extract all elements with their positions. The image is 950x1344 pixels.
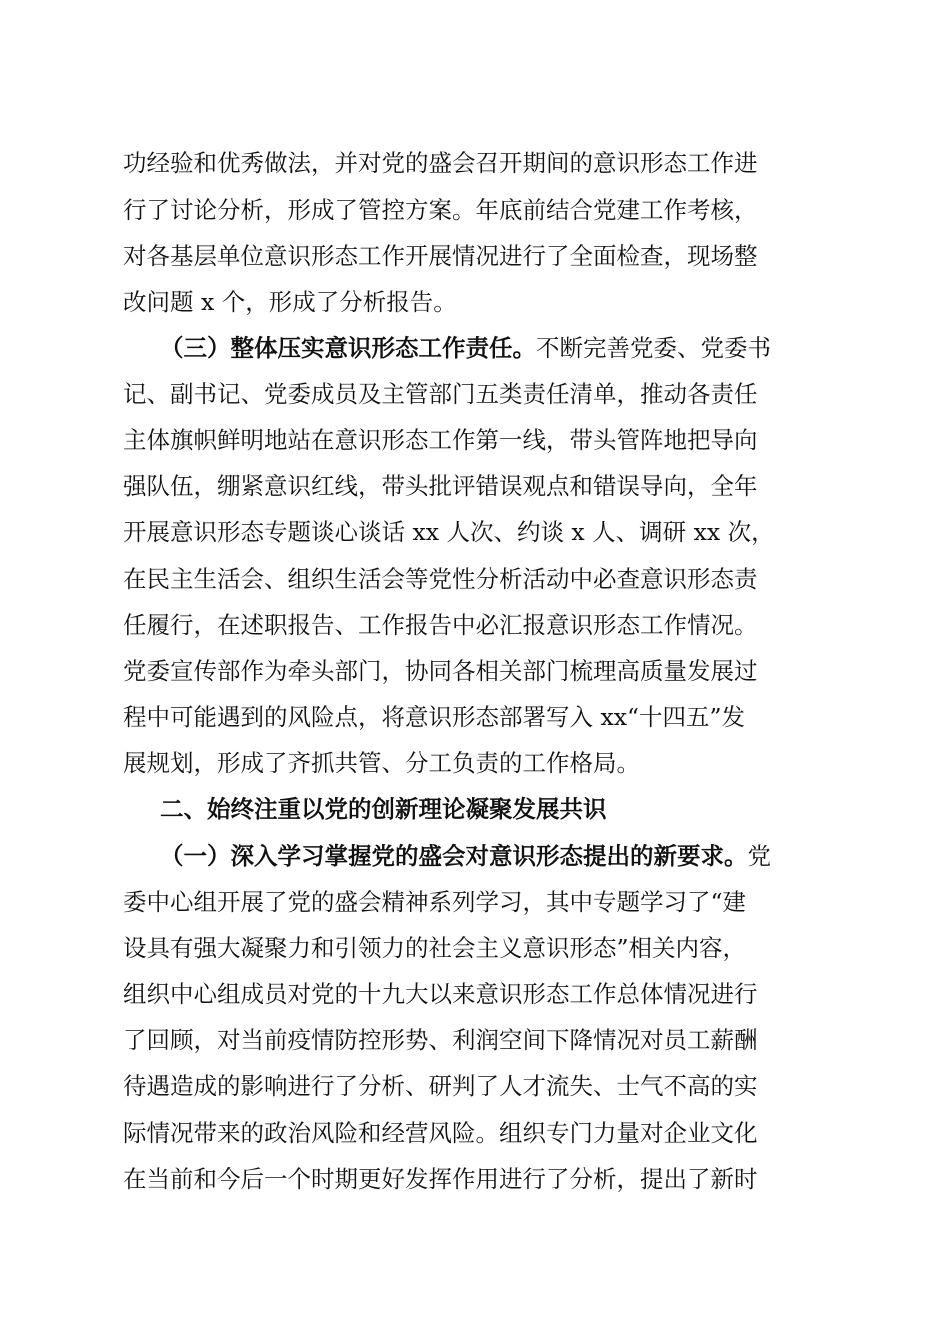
paragraph-line: 组织中心组成员对党的十九大以来意识形态工作总体情况进行 <box>123 980 758 1008</box>
paragraph-line: 对各基层单位意识形态工作开展情况进行了全面检查，现场整 <box>123 242 758 270</box>
paragraph-line: 际情况带来的政治风险和经营风险。组织专门力量对企业文化 <box>123 1119 758 1147</box>
paragraph-line: 待遇造成的影响进行了分析、研判了人才流失、士气不高的实 <box>123 1072 758 1100</box>
paragraph-line: 党委宣传部作为牵头部门，协同各相关部门梳理高质量发展过 <box>123 657 758 685</box>
subsection-line <box>160 328 860 368</box>
paragraph-line: 在民主生活会、组织生活会等党性分析活动中必查意识形态责 <box>123 565 758 593</box>
paragraph-line: 强队伍，绷紧意识红线，带头批评错误观点和错误导向，全年 <box>123 472 758 500</box>
paragraph-line: 记、副书记、党委成员及主管部门五类责任清单，推动各责任 <box>123 380 758 408</box>
subsection-heading: （三）整体压实意识形态工作责任。 <box>160 334 536 362</box>
paragraph-line: 在当前和今后一个时期更好发挥作用进行了分析，提出了新时 <box>123 1165 758 1193</box>
paragraph-line: 改问题 x 个，形成了分析报告。 <box>123 288 457 316</box>
paragraph-line: 了回顾，对当前疫情防控形势、利润空间下降情况对员工薪酬 <box>123 1026 758 1054</box>
subsection-line <box>160 836 860 876</box>
paragraph-line: 任履行，在述职报告、工作报告中必汇报意识形态工作情况。 <box>123 611 758 639</box>
paragraph-line: 开展意识形态专题谈心谈话 xx 人次、约谈 x 人、调研 xx 次， <box>123 518 775 546</box>
subsection-heading: （一）深入学习掌握党的盛会对意识形态提出的新要求。 <box>160 842 748 870</box>
paragraph-line: 程中可能遇到的风险点，将意识形态部署写入 xx“十四五”发 <box>123 703 746 731</box>
section-heading: 二、始终注重以党的创新理论凝聚发展共识 <box>160 795 607 823</box>
paragraph-text: 不断完善党委、党委书 <box>536 334 771 362</box>
paragraph-line: 功经验和优秀做法，并对党的盛会召开期间的意识形态工作进 <box>123 149 758 177</box>
paragraph-line: 主体旗帜鲜明地站在意识形态工作第一线，带头管阵地把导向 <box>123 426 758 454</box>
paragraph-line: 行了讨论分析，形成了管控方案。年底前结合党建工作考核， <box>123 196 758 224</box>
paragraph-line: 展规划，形成了齐抓共管、分工负责的工作格局。 <box>123 749 640 777</box>
paragraph-text: 党 <box>747 842 771 870</box>
paragraph-line: 设具有强大凝聚力和引领力的社会主义意识形态”相关内容， <box>123 934 747 962</box>
paragraph-line: 委中心组开展了党的盛会精神系列学习，其中专题学习了“建 <box>123 888 747 916</box>
